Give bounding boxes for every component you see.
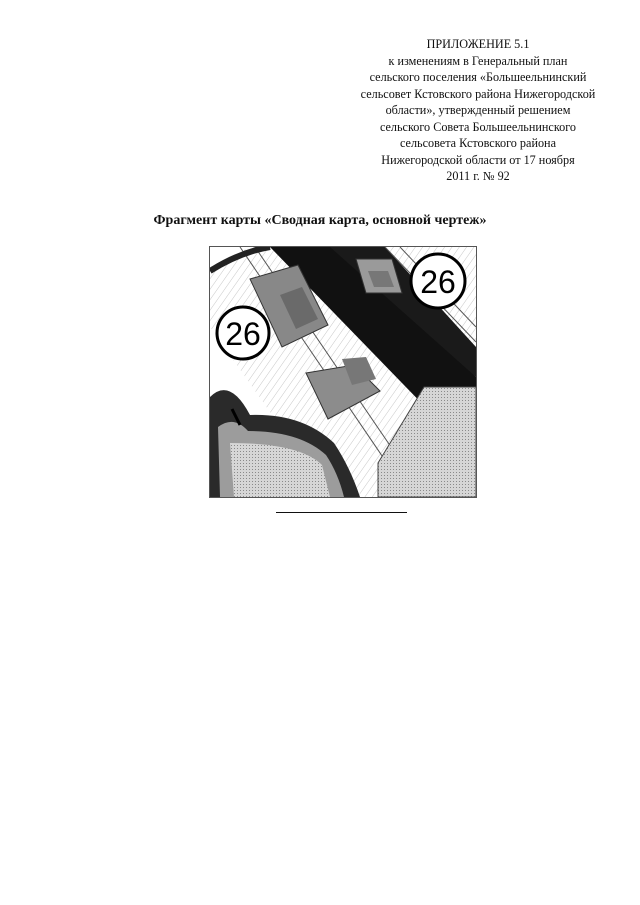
- appendix-line: ПРИЛОЖЕНИЕ 5.1: [426, 37, 530, 51]
- map-fragment-image: [210, 247, 476, 497]
- appendix-line: Нижегородской области от 17 ноября: [381, 152, 575, 167]
- appendix-line: сельского Совета Большеельнинского: [379, 119, 577, 134]
- appendix-line: области», утвержденный решением: [385, 103, 571, 117]
- separator-line: [276, 512, 407, 513]
- appendix-line: сельсовета Кстовского района: [399, 136, 556, 150]
- map-fragment: [209, 246, 477, 498]
- map-label: 26: [420, 264, 456, 300]
- circled-label-left: [217, 307, 269, 359]
- appendix-line: 2011 г. № 92: [446, 169, 510, 183]
- appendix-line: к изменениям в Генеральный план: [388, 53, 568, 68]
- circled-label-right: [411, 254, 465, 308]
- appendix-line: сельского поселения «Большеельнинский: [369, 70, 587, 84]
- map-fragment-title: Фрагмент карты «Сводная карта, основной чертеж»: [153, 213, 487, 228]
- map-label: 26: [225, 316, 261, 352]
- appendix-line: сельсовет Кстовского района Нижегородской: [360, 86, 596, 101]
- appendix-header: [348, 36, 608, 185]
